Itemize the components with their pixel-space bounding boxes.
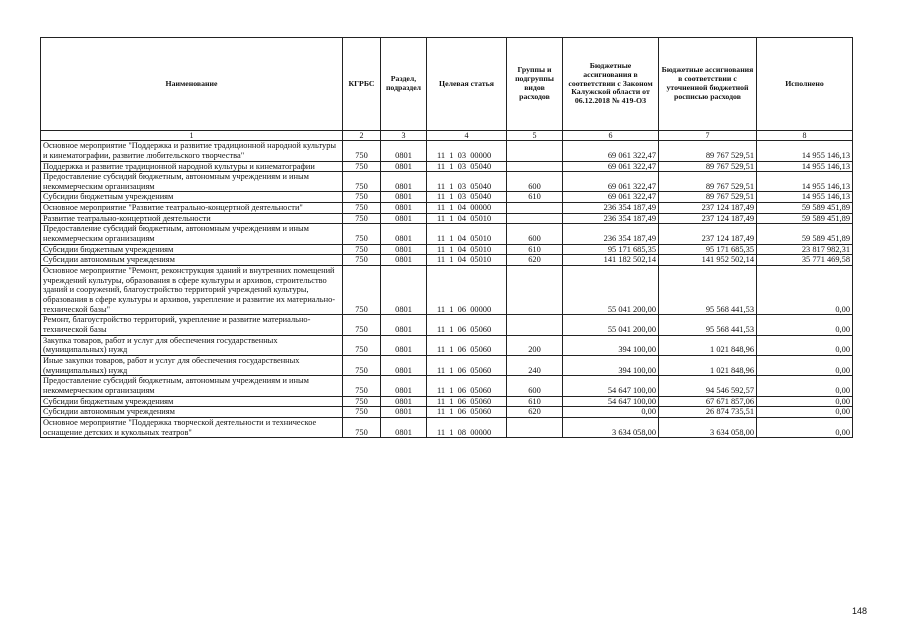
row-target: 11 1 06 05060: [427, 407, 507, 418]
row-executed-amount: 0,00: [757, 315, 853, 335]
row-revised-amount: 1 021 848,96: [659, 355, 757, 375]
row-revised-amount: 89 767 529,51: [659, 141, 757, 161]
row-executed-amount: 59 589 451,89: [757, 213, 853, 224]
row-group: 200: [507, 335, 563, 355]
row-group: [507, 161, 563, 172]
row-revised-amount: 95 568 441,53: [659, 315, 757, 335]
row-section: 0801: [381, 335, 427, 355]
row-section: 0801: [381, 192, 427, 203]
row-kgrbs: 750: [343, 203, 381, 214]
row-section: 0801: [381, 266, 427, 315]
column-number: 4: [427, 131, 507, 141]
column-number: 5: [507, 131, 563, 141]
row-target: 11 1 03 00000: [427, 141, 507, 161]
row-law-amount: 141 182 502,14: [563, 255, 659, 266]
header-revised-assignments: Бюджетные ассигнования в соответствии с уточненной бюджетной росписью расходов: [659, 38, 757, 131]
row-section: 0801: [381, 315, 427, 335]
table-row: [41, 255, 853, 266]
row-revised-amount: 237 124 187,49: [659, 203, 757, 214]
budget-table: [40, 37, 853, 438]
row-law-amount: 95 171 685,35: [563, 244, 659, 255]
row-law-amount: 236 354 187,49: [563, 213, 659, 224]
row-revised-amount: 67 671 857,06: [659, 396, 757, 407]
row-law-amount: 55 041 200,00: [563, 266, 659, 315]
row-kgrbs: 750: [343, 417, 381, 437]
row-revised-amount: 237 124 187,49: [659, 213, 757, 224]
row-section: 0801: [381, 407, 427, 418]
row-law-amount: 54 647 100,00: [563, 396, 659, 407]
row-law-amount: 0,00: [563, 407, 659, 418]
row-target: 11 1 03 05040: [427, 192, 507, 203]
row-group: 610: [507, 396, 563, 407]
row-target: 11 1 04 05010: [427, 224, 507, 244]
row-name: Закупка товаров, работ и услуг для обеспечения государственных (муниципальных) нужд: [41, 335, 343, 355]
row-group: 600: [507, 376, 563, 396]
table-row: [41, 141, 853, 161]
header-name: Наименование: [41, 38, 343, 131]
row-kgrbs: 750: [343, 396, 381, 407]
row-name: Поддержка и развитие традиционной народной культуры и кинематографии: [41, 161, 343, 172]
row-target: 11 1 03 05040: [427, 161, 507, 172]
header-law-assignments: Бюджетные ассигнования в соответствии с Законом Калужской области от 06.12.2018 № 419-ОЗ: [563, 38, 659, 131]
row-executed-amount: 0,00: [757, 417, 853, 437]
row-section: 0801: [381, 244, 427, 255]
table-row: [41, 172, 853, 192]
row-executed-amount: 0,00: [757, 396, 853, 407]
row-section: 0801: [381, 396, 427, 407]
row-law-amount: 55 041 200,00: [563, 315, 659, 335]
row-name: Основное мероприятие "Поддержка и развитие традиционной народной культуры и кинематографии, развитие любительского творчества": [41, 141, 343, 161]
row-name: Субсидии бюджетным учреждениям: [41, 396, 343, 407]
row-group: 240: [507, 355, 563, 375]
row-law-amount: 69 061 322,47: [563, 161, 659, 172]
row-revised-amount: 95 568 441,53: [659, 266, 757, 315]
row-executed-amount: 35 771 469,58: [757, 255, 853, 266]
row-group: [507, 266, 563, 315]
column-number: 8: [757, 131, 853, 141]
row-kgrbs: 750: [343, 213, 381, 224]
row-revised-amount: 1 021 848,96: [659, 335, 757, 355]
row-kgrbs: 750: [343, 161, 381, 172]
row-revised-amount: 89 767 529,51: [659, 192, 757, 203]
row-name: Основное мероприятие "Ремонт, реконструкция зданий и внутренних помещений учреждений культуры, образования в сфере культуры и архивов, строительство зданий и сооружений, благоустройство территорий учреждений культуры, образования в сфере культуры и архивов, укрепление и развитие их материально-технической базы": [41, 266, 343, 315]
row-law-amount: 3 634 058,00: [563, 417, 659, 437]
row-target: 11 1 08 00000: [427, 417, 507, 437]
row-name: Предоставление субсидий бюджетным, автономным учреждениям и иным некоммерческим организациям: [41, 224, 343, 244]
row-target: 11 1 04 00000: [427, 203, 507, 214]
row-executed-amount: 0,00: [757, 335, 853, 355]
row-group: 610: [507, 192, 563, 203]
row-law-amount: 69 061 322,47: [563, 172, 659, 192]
row-law-amount: 236 354 187,49: [563, 224, 659, 244]
row-name: Субсидии автономным учреждениям: [41, 407, 343, 418]
row-target: 11 1 06 05060: [427, 335, 507, 355]
column-number: 2: [343, 131, 381, 141]
row-executed-amount: 0,00: [757, 407, 853, 418]
row-target: 11 1 03 05040: [427, 172, 507, 192]
row-name: Основное мероприятие "Развитие театрально-концертной деятельности": [41, 203, 343, 214]
header-section: Раздел, подраздел: [381, 38, 427, 131]
table-row: [41, 407, 853, 418]
row-section: 0801: [381, 213, 427, 224]
header-kgrbs: КГРБС: [343, 38, 381, 131]
row-executed-amount: 0,00: [757, 266, 853, 315]
table-row: [41, 266, 853, 315]
row-target: 11 1 06 05060: [427, 355, 507, 375]
row-law-amount: 394 100,00: [563, 355, 659, 375]
row-group: 620: [507, 255, 563, 266]
row-group: [507, 213, 563, 224]
table-row: [41, 203, 853, 214]
header-executed: Исполнено: [757, 38, 853, 131]
header-expense-groups: Группы и подгруппы видов расходов: [507, 38, 563, 131]
row-section: 0801: [381, 255, 427, 266]
column-number: 3: [381, 131, 427, 141]
column-number: 6: [563, 131, 659, 141]
row-revised-amount: 26 874 735,51: [659, 407, 757, 418]
row-group: [507, 203, 563, 214]
row-section: 0801: [381, 172, 427, 192]
row-kgrbs: 750: [343, 266, 381, 315]
row-target: 11 1 06 05060: [427, 315, 507, 335]
row-name: Субсидии бюджетным учреждениям: [41, 244, 343, 255]
row-revised-amount: 141 952 502,14: [659, 255, 757, 266]
row-group: 600: [507, 172, 563, 192]
table-row: [41, 396, 853, 407]
header-target: Целевая статья: [427, 38, 507, 131]
row-kgrbs: 750: [343, 172, 381, 192]
row-kgrbs: 750: [343, 407, 381, 418]
row-executed-amount: 59 589 451,89: [757, 224, 853, 244]
row-name: Предоставление субсидий бюджетным, автономным учреждениям и иным некоммерческим организациям: [41, 172, 343, 192]
table-row: [41, 315, 853, 335]
row-target: 11 1 04 05010: [427, 244, 507, 255]
row-revised-amount: 95 171 685,35: [659, 244, 757, 255]
row-executed-amount: 14 955 146,13: [757, 141, 853, 161]
row-name: Иные закупки товаров, работ и услуг для обеспечения государственных (муниципальных) нужд: [41, 355, 343, 375]
row-kgrbs: 750: [343, 224, 381, 244]
row-kgrbs: 750: [343, 244, 381, 255]
table-row: [41, 335, 853, 355]
row-law-amount: 69 061 322,47: [563, 141, 659, 161]
row-name: Субсидии автономным учреждениям: [41, 255, 343, 266]
table-row: [41, 244, 853, 255]
row-law-amount: 394 100,00: [563, 335, 659, 355]
row-name: Ремонт, благоустройство территорий, укрепление и развитие материально-технической базы: [41, 315, 343, 335]
row-revised-amount: 3 634 058,00: [659, 417, 757, 437]
row-target: 11 1 06 05060: [427, 376, 507, 396]
row-kgrbs: 750: [343, 192, 381, 203]
row-group: 620: [507, 407, 563, 418]
row-revised-amount: 89 767 529,51: [659, 161, 757, 172]
row-group: 610: [507, 244, 563, 255]
table-row: [41, 224, 853, 244]
row-section: 0801: [381, 355, 427, 375]
row-executed-amount: 0,00: [757, 355, 853, 375]
column-number: 7: [659, 131, 757, 141]
row-target: 11 1 06 00000: [427, 266, 507, 315]
table-body: [41, 141, 853, 438]
table-row: [41, 355, 853, 375]
row-executed-amount: 23 817 982,31: [757, 244, 853, 255]
row-target: 11 1 06 05060: [427, 396, 507, 407]
table-row: [41, 417, 853, 437]
row-executed-amount: 14 955 146,13: [757, 172, 853, 192]
row-kgrbs: 750: [343, 141, 381, 161]
row-section: 0801: [381, 161, 427, 172]
row-law-amount: 236 354 187,49: [563, 203, 659, 214]
row-name: Основное мероприятие "Поддержка творческой деятельности и техническое оснащение детских и кукольных театров": [41, 417, 343, 437]
row-name: Развитие театрально-концертной деятельности: [41, 213, 343, 224]
row-kgrbs: 750: [343, 255, 381, 266]
row-executed-amount: 14 955 146,13: [757, 192, 853, 203]
row-executed-amount: 14 955 146,13: [757, 161, 853, 172]
row-target: 11 1 04 05010: [427, 255, 507, 266]
row-kgrbs: 750: [343, 315, 381, 335]
row-law-amount: 69 061 322,47: [563, 192, 659, 203]
row-section: 0801: [381, 141, 427, 161]
table-row: [41, 213, 853, 224]
row-group: [507, 417, 563, 437]
row-kgrbs: 750: [343, 376, 381, 396]
page-number: 148: [851, 606, 867, 616]
row-target: 11 1 04 05010: [427, 213, 507, 224]
row-revised-amount: 94 546 592,57: [659, 376, 757, 396]
row-executed-amount: 59 589 451,89: [757, 203, 853, 214]
table-row: [41, 376, 853, 396]
row-group: 600: [507, 224, 563, 244]
row-section: 0801: [381, 417, 427, 437]
row-revised-amount: 89 767 529,51: [659, 172, 757, 192]
row-kgrbs: 750: [343, 355, 381, 375]
row-kgrbs: 750: [343, 335, 381, 355]
row-group: [507, 141, 563, 161]
row-name: Субсидии бюджетным учреждениям: [41, 192, 343, 203]
row-revised-amount: 237 124 187,49: [659, 224, 757, 244]
row-section: 0801: [381, 224, 427, 244]
table-row: [41, 161, 853, 172]
row-name: Предоставление субсидий бюджетным, автономным учреждениям и иным некоммерческим организациям: [41, 376, 343, 396]
table-row: [41, 192, 853, 203]
row-section: 0801: [381, 376, 427, 396]
row-group: [507, 315, 563, 335]
column-number: 1: [41, 131, 343, 141]
row-law-amount: 54 647 100,00: [563, 376, 659, 396]
row-executed-amount: 0,00: [757, 376, 853, 396]
row-section: 0801: [381, 203, 427, 214]
